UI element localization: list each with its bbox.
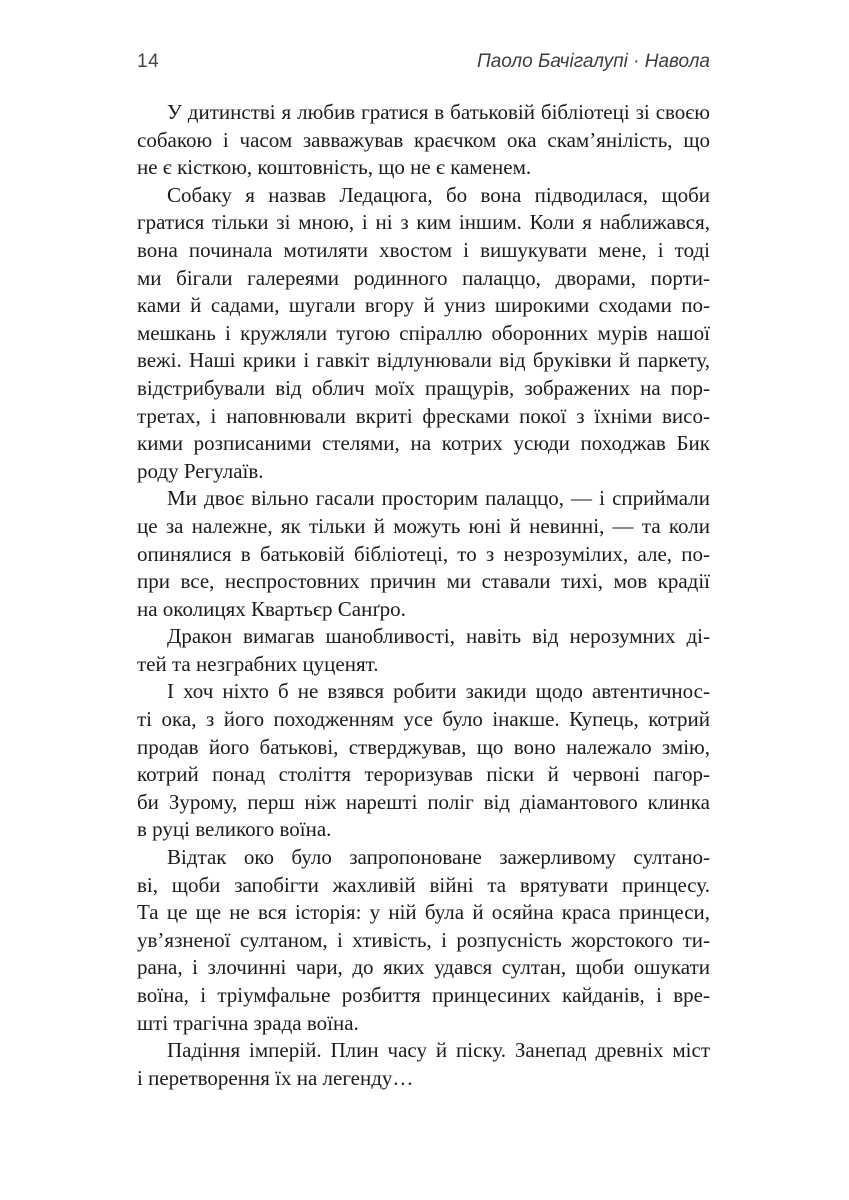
text-line: ті ока, з його походженням усе було інакше. Купець, котрий bbox=[137, 707, 710, 732]
text-line: вежі. Наші крики і гавкіт відлунювали від бруківки й паркету, bbox=[137, 348, 710, 373]
text-line: ками й садами, шугали вгору й униз широкими сходами по- bbox=[137, 293, 710, 318]
text-line: Ми двоє вільно гасали просторим палаццо, — і сприймали bbox=[167, 486, 710, 511]
text-line: це за належне, як тільки й можуть юні й невинні, — та коли bbox=[137, 513, 710, 538]
text-line: Падіння імперій. Плин часу й піску. Занепад древніх міст bbox=[167, 1038, 710, 1063]
text-line: воїна, і тріумфальне розбиття принцесиних кайданів, і вре- bbox=[137, 983, 710, 1007]
text-line: ми бігали галереями родинного палаццо, дворами, порти- bbox=[137, 265, 710, 290]
text-line: третах, і наповнювали вкриті фресками покої з їхніми висо- bbox=[137, 403, 710, 428]
text-line: ув’язненої султаном, і хтивість, і розпусність жорстокого ти- bbox=[137, 927, 710, 952]
paragraph bbox=[137, 99, 710, 182]
text-line: не є кісткою, коштовність, що не є каменем. bbox=[137, 155, 532, 180]
text-line: Собаку я назвав Ледацюга, бо вона підводилася, щоби bbox=[167, 182, 710, 207]
text-line: котрий понад століття тероризував піски й червоні пагор- bbox=[137, 762, 710, 787]
text-line: І хоч ніхто б не взявся робити закиди щодо автентичнос- bbox=[167, 679, 710, 704]
text-line: в руці великого воїна. bbox=[137, 817, 332, 842]
paragraph bbox=[137, 678, 710, 844]
paragraph bbox=[137, 485, 710, 623]
text-line: роду Регулаїв. bbox=[137, 458, 264, 483]
text-line: Дракон вимагав шанобливості, навіть від нерозумних ді- bbox=[167, 624, 710, 649]
text-line: на околицях Квартьєр Санґро. bbox=[137, 596, 406, 621]
text-block bbox=[137, 99, 710, 1092]
text-line: рана, і злочинні чари, до яких удався султан, щоби ошукати bbox=[137, 955, 710, 980]
text-line: гратися тільки зі мною, і ні з ким іншим. Коли я наближався, bbox=[137, 210, 710, 235]
text-line: собакою і часом завважував краєчком ока скам’янілість, що bbox=[137, 127, 710, 152]
text-line: продав його батькові, стверджував, що воно належало змію, bbox=[137, 734, 710, 759]
paragraph bbox=[137, 182, 710, 486]
text-line: мешкань і кружляли тугою спіраллю оборонних мурів нашої bbox=[137, 320, 710, 345]
text-line: Відтак око було запропоноване зажерливому султано- bbox=[167, 845, 710, 870]
text-line: ві, щоби запобігти жахливій війні та врятувати принцесу. bbox=[137, 872, 710, 897]
text-line: У дитинстві я любив гратися в батьковій бібліотеці зі своєю bbox=[167, 100, 710, 124]
paragraph bbox=[137, 844, 710, 1037]
text-line: відстрибували від облич моїх пращурів, зображених на пор- bbox=[137, 375, 710, 400]
text-line: тей та незграбних цуценят. bbox=[137, 651, 379, 676]
running-head: Паоло Бачігалупі · Навола bbox=[476, 51, 710, 72]
text-line: вона починала мотиляти хвостом і вишукувати мене, і тоді bbox=[137, 237, 710, 262]
text-line: би Зурому, перш ніж нарешті поліг від діамантового клинка bbox=[137, 789, 710, 814]
text-line: опинялися в батьковій бібліотеці, то з незрозумілих, але, по- bbox=[137, 541, 710, 566]
text-line: кими розписаними стелями, на котрих усюди походжав Бик bbox=[137, 431, 710, 456]
text-line: і перетворення їх на легенду… bbox=[137, 1065, 414, 1090]
paragraph bbox=[137, 623, 710, 678]
text-line: Та це ще не вся історія: у ній була й осяйна краса принцеси, bbox=[137, 900, 710, 925]
text-line: при все, неспростовних причин ми ставали тихі, мов крадії bbox=[137, 569, 710, 594]
text-line: шті трагічна зрада воїна. bbox=[137, 1010, 359, 1035]
paragraph bbox=[137, 1037, 710, 1092]
page-number: 14 bbox=[137, 51, 160, 72]
